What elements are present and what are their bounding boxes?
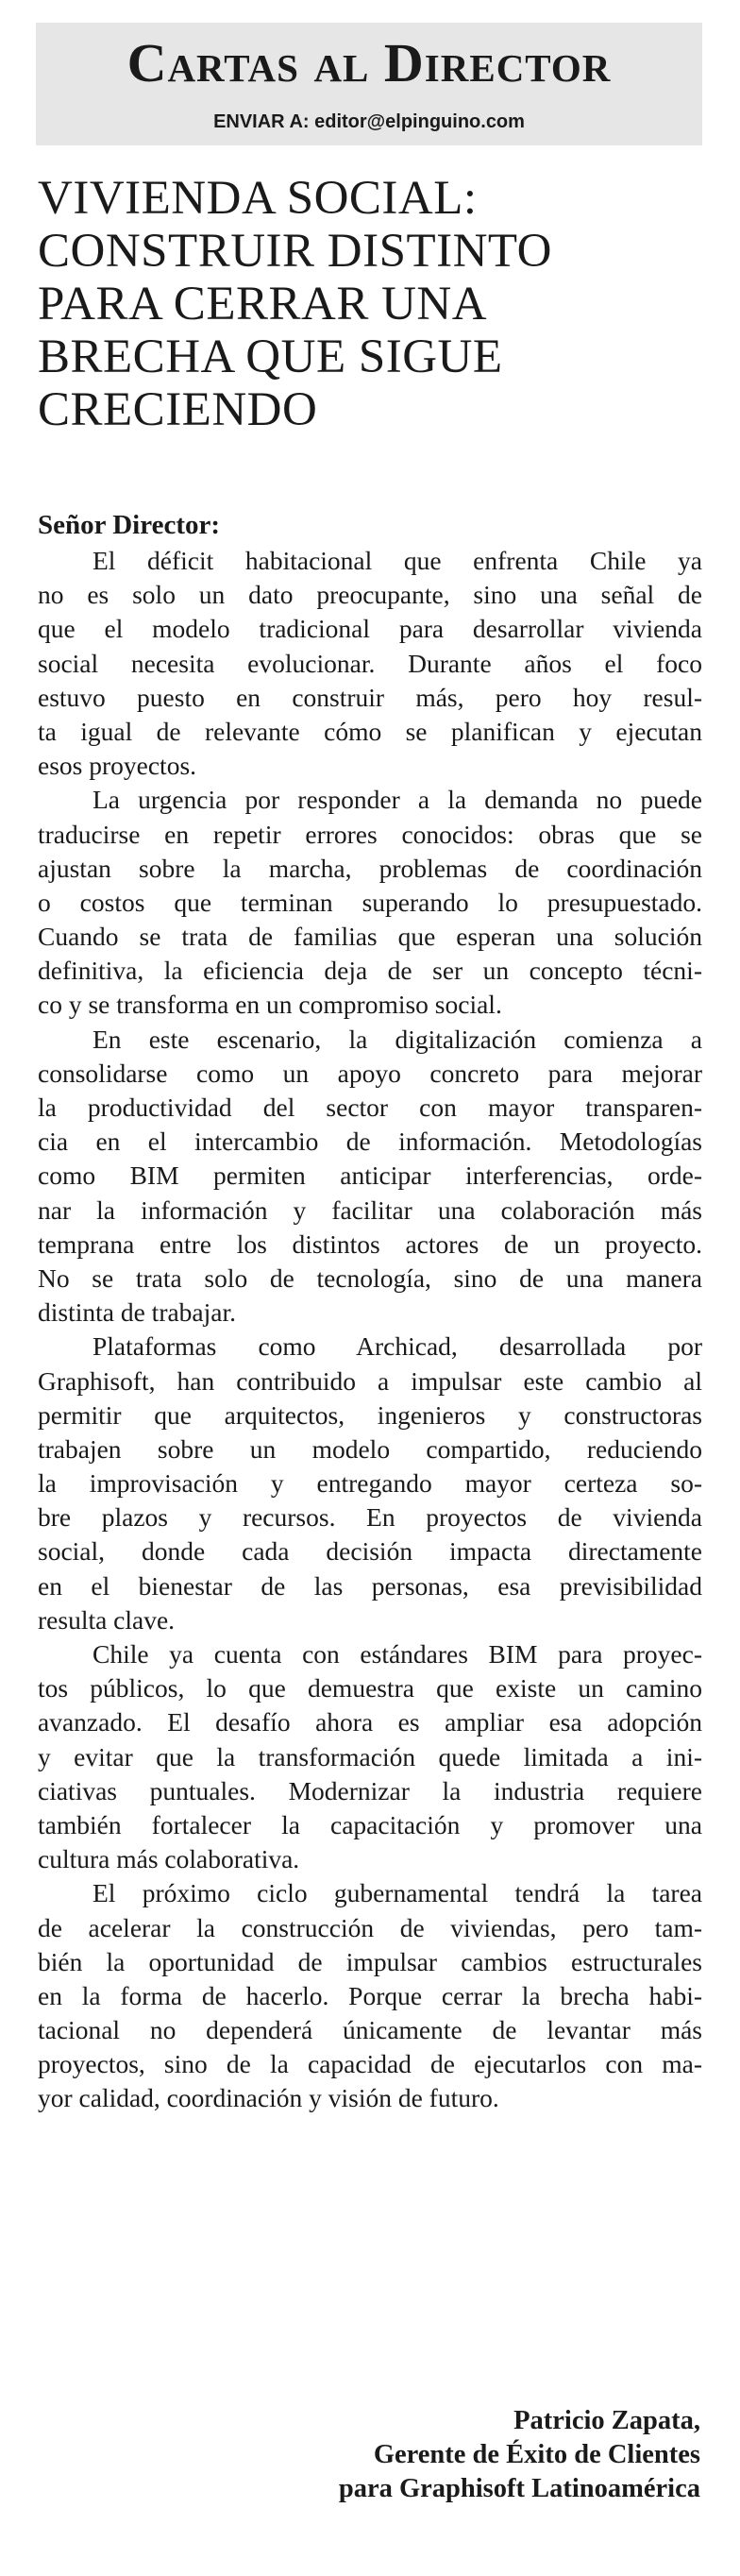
paragraph-line: El próximo ciclo gubernamental tendrá la tarea xyxy=(92,1878,702,1908)
paragraph-line: no es solo un dato preocupante, sino una señal de xyxy=(38,580,702,610)
paragraph-line: o costos que terminan superando lo presupuestado. xyxy=(38,887,702,917)
paragraph-line: Graphisoft, han contribuido a impulsar este cambio al xyxy=(38,1365,702,1396)
paragraph-line: Chile ya cuenta con estándares BIM para proyec- xyxy=(92,1639,702,1669)
paragraph-line: resulta clave. xyxy=(38,1604,176,1635)
paragraph-line: avanzado. El desafío ahora es ampliar esa adopción xyxy=(38,1707,702,1737)
paragraph-line: bre plazos y recursos. En proyectos de vivienda xyxy=(38,1502,702,1533)
paragraph-line: ajustan sobre la marcha, problemas de coordinación xyxy=(38,853,702,883)
letter-headline xyxy=(38,172,698,436)
paragraph-line: No se trata solo de tecnología, sino de una manera xyxy=(38,1263,702,1293)
paragraph-line: ciativas puntuales. Modernizar la industria requiere xyxy=(38,1775,702,1805)
paragraph-line: social, donde cada decisión impacta directamente xyxy=(38,1536,702,1567)
paragraph-line: En este escenario, la digitalización comienza a xyxy=(92,1024,702,1054)
paragraph-line: Plataformas como Archicad, desarrollada por xyxy=(92,1331,702,1362)
paragraph-line: la productividad del sector con mayor transparen- xyxy=(38,1093,702,1122)
headline-line: PARA CERRAR UNA xyxy=(38,278,488,330)
paragraph-line: consolidarse como un apoyo concreto para mejorar xyxy=(38,1058,702,1088)
paragraph-line: yor calidad, coordinación y visión de futuro. xyxy=(38,2083,499,2113)
paragraph-line: distinta de trabajar. xyxy=(38,1297,236,1328)
headline-line: CRECIENDO xyxy=(38,383,318,436)
paragraph-line: también fortalecer la capacitación y promover una xyxy=(38,1809,702,1839)
paragraph-line: y evitar que la transformación quede limitada a ini- xyxy=(38,1741,702,1771)
headline-line: BRECHA QUE SIGUE xyxy=(38,330,503,383)
letter-body xyxy=(38,544,702,2116)
paragraph-line: traducirse en repetir errores conocidos: obras que se xyxy=(38,819,702,849)
letter-paragraph xyxy=(38,1330,702,1637)
letter-signature xyxy=(339,2404,700,2506)
letter-paragraph xyxy=(38,1876,702,2115)
letter-paragraph xyxy=(38,1023,702,1330)
paragraph-line: estuvo puesto en construir más, pero hoy resul- xyxy=(38,682,702,712)
paragraph-line: que el modelo tradicional para desarrollar vivienda xyxy=(38,614,702,644)
paragraph-line: esos proyectos. xyxy=(38,751,197,781)
paragraph-line: como BIM permiten anticipar interferencias, orde- xyxy=(38,1161,702,1191)
paragraph-line: social necesita evolucionar. Durante años el foco xyxy=(38,648,702,678)
headline-line: CONSTRUIR DISTINTO xyxy=(38,225,552,278)
section-banner xyxy=(36,23,702,145)
paragraph-line: tacional no dependerá únicamente de levantar más xyxy=(38,2015,702,2045)
paragraph-line: proyectos, sino de la capacidad de ejecutarlos con ma- xyxy=(38,2049,702,2079)
paragraph-line: bién la oportunidad de impulsar cambios estructurales xyxy=(38,1946,702,1976)
paragraph-line: la improvisación y entregando mayor certeza so- xyxy=(38,1468,702,1499)
paragraph-line: cultura más colaborativa. xyxy=(38,1844,300,1874)
letter-greeting: Señor Director: xyxy=(38,510,221,540)
paragraph-line: permitir que arquitectos, ingenieros y constructoras xyxy=(38,1399,702,1430)
paragraph-line: definitiva, la eficiencia deja de ser un concepto técni- xyxy=(38,956,702,986)
paragraph-line: de acelerar la construcción de viviendas, pero tam- xyxy=(38,1912,702,1942)
letter-paragraph xyxy=(38,1637,702,1876)
letter-paragraph xyxy=(38,544,702,783)
paragraph-line: en el bienestar de las personas, esa previsibilidad xyxy=(38,1570,702,1601)
paragraph-line: La urgencia por responder a la demanda no puede xyxy=(92,785,702,815)
paragraph-line: tos públicos, lo que demuestra que existe un camino xyxy=(38,1673,702,1703)
signature-role: Gerente de Éxito de Clientes xyxy=(373,2440,700,2469)
paragraph-line: cia en el intercambio de información. Metodologías xyxy=(38,1127,702,1157)
paragraph-line: Cuando se trata de familias que esperan una solución xyxy=(38,922,702,952)
paragraph-line: nar la información y facilitar una colaboración más xyxy=(38,1195,702,1225)
paragraph-line: trabajen sobre un modelo compartido, reduciendo xyxy=(38,1433,702,1464)
paragraph-line: El déficit habitacional que enfrenta Chile ya xyxy=(92,546,702,575)
paragraph-line: en la forma de hacerlo. Porque cerrar la brecha habi- xyxy=(38,1980,702,2010)
submission-email: ENVIAR A: editor@elpinguino.com xyxy=(213,111,525,132)
signature-name: Patricio Zapata, xyxy=(513,2406,700,2435)
paragraph-line: temprana entre los distintos actores de un proyecto. xyxy=(38,1229,702,1259)
letter-paragraph xyxy=(38,783,702,1022)
headline-line: VIVIENDA SOCIAL: xyxy=(38,172,478,225)
section-title: Cartas al Director xyxy=(126,32,612,93)
paragraph-line: ta igual de relevante cómo se planifican y ejecutan xyxy=(38,716,702,746)
signature-company: para Graphisoft Latinoamérica xyxy=(338,2474,700,2503)
paragraph-line: co y se transforma en un compromiso social. xyxy=(38,990,502,1020)
